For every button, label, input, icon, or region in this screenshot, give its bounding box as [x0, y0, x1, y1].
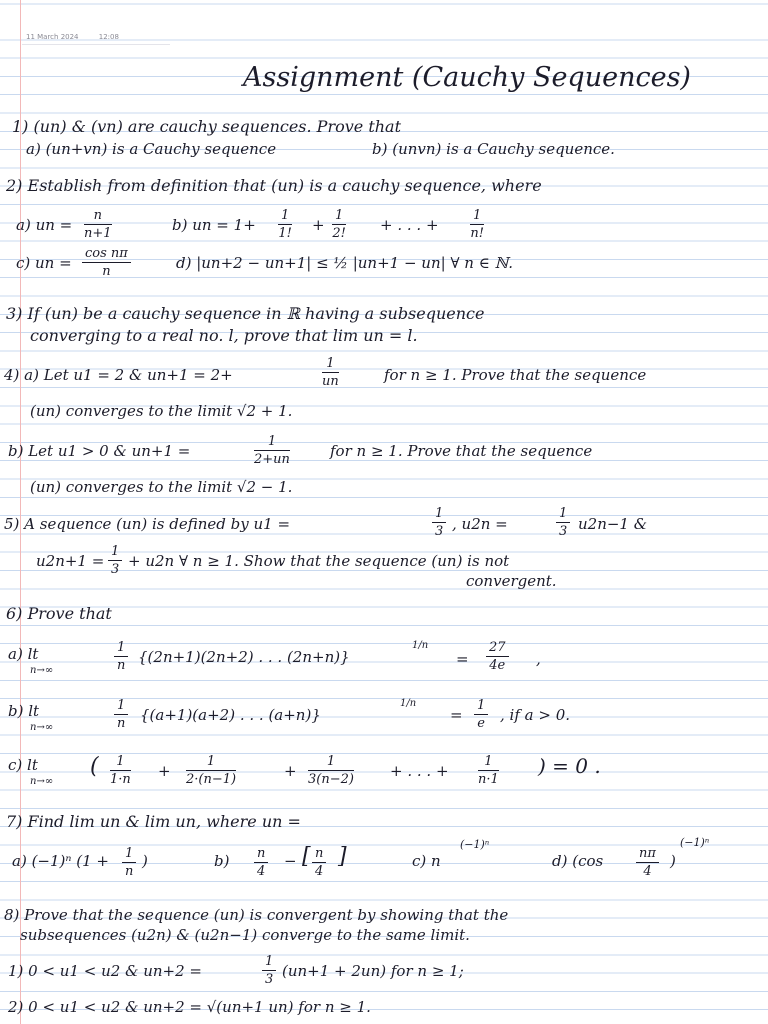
q3-line-1: 3) If (un) be a cauchy sequence in ℝ having a subsequence [6, 304, 485, 323]
q2-c-den: n [102, 264, 111, 279]
q6-b-lt: b) lt [8, 702, 40, 720]
q5-den-2: 3 [559, 524, 568, 539]
q6-c-den-3: 3(n−2) [308, 772, 354, 787]
q7-a-close: ) [142, 852, 148, 870]
q5-num-1: 1 [432, 506, 446, 523]
q5-fraction-3 [108, 544, 122, 577]
q8-part-1-fraction [262, 954, 276, 987]
q6-c-plus-2: + [284, 762, 297, 780]
q2-b-lhs: b) un = 1+ [172, 216, 256, 234]
q4-a-lhs: 4) a) Let u1 = 2 & un+1 = 2+ [4, 366, 233, 384]
q6-a-den: n [116, 658, 126, 673]
q5-line-1b: , u2n = [452, 515, 508, 533]
q6-b-num: 1 [114, 698, 128, 715]
q2-b-dots: + . . . + [380, 216, 439, 234]
q7-c: c) n [412, 852, 441, 870]
q6-b-eq: = [450, 706, 463, 724]
q7-b-label: b) [214, 852, 230, 870]
q6-a-eq: = [456, 650, 469, 668]
q2-b-fraction-2 [332, 208, 346, 241]
q6-b-end: , if a > 0. [500, 706, 571, 724]
q4-b-num: 1 [254, 434, 290, 451]
q2-b-num-1: 1 [278, 208, 292, 225]
q7-b-fraction [254, 846, 268, 879]
q1-part-a: a) (un+vn) is a Cauchy sequence [26, 140, 277, 158]
q2-part-d: d) |un+2 − un+1| ≤ ½ |un+1 − un| ∀ n ∈ ℕ. [176, 254, 514, 272]
q6-c-den-2: 2·(n−1) [186, 772, 237, 787]
q6-a-body: {(2n+1)(2n+2) . . . (2n+n)} [138, 648, 350, 666]
q6-b-body: {(a+1)(a+2) . . . (a+n)} [140, 706, 321, 724]
q7-stem: 7) Find lim un & lim un, where un = [6, 812, 301, 831]
q2-b-num-n: 1 [470, 208, 484, 225]
q6-c-den-n: n·1 [478, 772, 499, 787]
q7-a-num: 1 [122, 846, 136, 863]
q2-a-num: n [84, 208, 112, 225]
q6-c-num-1: 1 [110, 754, 131, 771]
q5-den-3: 3 [111, 562, 120, 577]
q5-line-2b: + u2n ∀ n ≥ 1. Show that the sequence (un) is not [128, 552, 510, 570]
q6-a-result [486, 640, 509, 673]
q6-b-result [474, 698, 488, 731]
header-date: 11 March 2024 [26, 33, 79, 41]
q6-b-result-den: e [477, 716, 485, 731]
q5-num-3: 1 [108, 544, 122, 561]
q2-a-fraction [84, 208, 112, 241]
q7-b-open-bracket: [ [302, 844, 311, 869]
q6-c-num-n: 1 [478, 754, 499, 771]
q4-b-rhs: for n ≥ 1. Prove that the sequence [330, 442, 593, 460]
q6-c-fraction-n [478, 754, 499, 787]
q6-a-lt: a) lt [8, 645, 39, 663]
q6-b-limit-sub: n→∞ [30, 722, 54, 733]
q4-b-lhs: b) Let u1 > 0 & un+1 = [8, 442, 191, 460]
q2-b-fraction-1 [278, 208, 292, 241]
q4-a-num: 1 [322, 356, 339, 373]
q2-b-num-2: 1 [332, 208, 346, 225]
q2-a-lhs: a) un = [16, 216, 73, 234]
q5-num-2: 1 [556, 506, 570, 523]
q7-c-exponent: (−1)ⁿ [460, 838, 490, 851]
q6-c-end: ) = 0 . [538, 754, 601, 778]
q6-c-fraction-3 [308, 754, 354, 787]
q4-b-line-2: (un) converges to the limit √2 − 1. [30, 478, 293, 496]
q2-b-fraction-n [470, 208, 484, 241]
q6-b-exponent: 1/n [400, 698, 417, 709]
q2-a-den: n+1 [84, 226, 112, 241]
q5-den-1: 3 [435, 524, 444, 539]
q6-c-plus-1: + [158, 762, 171, 780]
q4-b-fraction [254, 434, 290, 467]
q7-d-close: ) [670, 852, 676, 870]
q6-c-num-2: 1 [186, 754, 236, 771]
q6-a-fraction [114, 640, 128, 673]
q7-d: d) (cos [552, 852, 604, 870]
q8-part-2: 2) 0 < u1 < u2 & un+2 = √(un+1 un) for n ≥ 1. [8, 998, 371, 1016]
q6-a-exponent: 1/n [412, 640, 429, 651]
header-time: 12:08 [98, 33, 119, 41]
q7-b-den: 4 [257, 864, 266, 879]
q7-d-den: 4 [643, 864, 652, 879]
q2-b-den-1: 1! [278, 226, 292, 241]
q7-b-minus: − [284, 852, 297, 870]
q6-a-result-den: 4e [489, 658, 506, 673]
q8-line-2: subsequences (u2n) & (u2n−1) converge to the same limit. [20, 926, 470, 944]
q7-b-num: n [254, 846, 268, 863]
q3-line-2: converging to a real no. l, prove that lim un = l. [30, 326, 418, 345]
q4-a-rhs: for n ≥ 1. Prove that the sequence [384, 366, 647, 384]
page-header [26, 33, 137, 41]
q7-b-bracket-den: 4 [315, 864, 324, 879]
q8-part-1-den: 3 [265, 972, 274, 987]
q6-a-result-num: 27 [486, 640, 509, 657]
q2-stem: 2) Establish from definition that (un) is a cauchy sequence, where [6, 176, 542, 195]
q6-stem: 6) Prove that [6, 604, 112, 623]
q8-part-1b: (un+1 + 2un) for n ≥ 1; [282, 962, 464, 980]
q6-c-fraction-2 [186, 754, 236, 787]
q5-fraction-1 [432, 506, 446, 539]
q2-c-num: cos nπ [82, 246, 131, 263]
q2-b-plus: + [312, 216, 325, 234]
q4-a-fraction [322, 356, 339, 389]
q1-part-b: b) (unvn) is a Cauchy sequence. [372, 140, 615, 158]
q6-c-den-1: 1·n [110, 772, 131, 787]
q8-part-1-num: 1 [262, 954, 276, 971]
q6-b-result-num: 1 [474, 698, 488, 715]
q5-fraction-2 [556, 506, 570, 539]
q6-a-num: 1 [114, 640, 128, 657]
q7-d-fraction [636, 846, 659, 879]
q8-line-1: 8) Prove that the sequence (un) is convergent by showing that the [4, 906, 509, 924]
q6-c-open-paren: ( [90, 754, 99, 779]
q4-a-den: un [322, 374, 339, 389]
q6-a-end: , [536, 650, 541, 668]
q6-b-den: n [116, 716, 126, 731]
q2-b-den-n: n! [470, 226, 484, 241]
q7-d-num: nπ [636, 846, 659, 863]
q6-c-fraction-1 [110, 754, 131, 787]
q6-a-limit-sub: n→∞ [30, 665, 54, 676]
q6-c-dots: + . . . + [390, 762, 449, 780]
q2-b-den-2: 2! [332, 226, 346, 241]
q5-line-1c: u2n−1 & [578, 515, 648, 533]
q6-b-fraction [114, 698, 128, 731]
q6-c-num-3: 1 [308, 754, 354, 771]
assignment-title: Assignment (Cauchy Sequences) [243, 62, 691, 93]
q6-c-lt: c) lt [8, 756, 38, 774]
q7-a-den: n [124, 864, 134, 879]
q5-line-1a: 5) A sequence (un) is defined by u1 = [4, 515, 291, 533]
q4-b-den: 2+un [254, 452, 290, 467]
q7-b-bracket-num: n [312, 846, 326, 863]
q5-line-3: convergent. [466, 572, 557, 590]
q7-b-close-bracket: ] [338, 844, 347, 869]
q7-a-fraction [122, 846, 136, 879]
q6-c-limit-sub: n→∞ [30, 776, 54, 787]
q4-a-line-2: (un) converges to the limit √2 + 1. [30, 402, 293, 420]
margin-line [20, 0, 21, 1024]
q1-stem: 1) (un) & (vn) are cauchy sequences. Prove that [12, 117, 402, 136]
header-rule [22, 44, 170, 45]
q7-d-exponent: (−1)ⁿ [680, 836, 710, 849]
q2-c-fraction [82, 246, 131, 279]
q2-c-lhs: c) un = [16, 254, 72, 272]
q7-b-bracket-fraction [312, 846, 326, 879]
q5-line-2a: u2n+1 = [36, 552, 105, 570]
q8-part-1a: 1) 0 < u1 < u2 & un+2 = [8, 962, 202, 980]
q7-a: a) (−1)ⁿ (1 + [12, 852, 109, 870]
